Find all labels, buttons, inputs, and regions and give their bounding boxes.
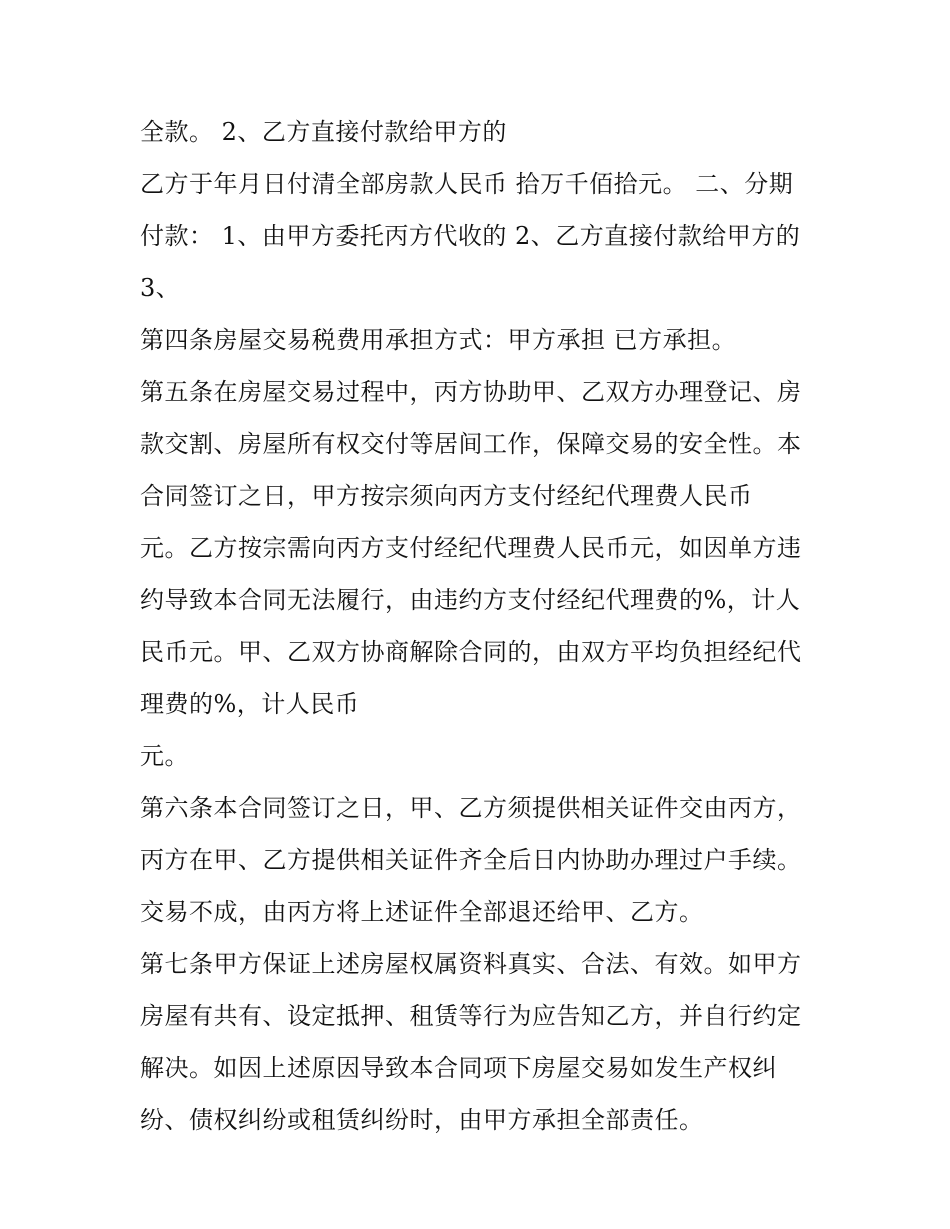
text-line: 理费的%，计人民币: [140, 690, 360, 718]
text-line: 乙方于年月日付清全部房款人民币 拾万千佰拾元。 二、分期: [140, 170, 794, 198]
text-line: 款交割、房屋所有权交付等居间工作，保障交易的安全性。本: [140, 430, 802, 458]
text-line: 丙方在甲、乙方提供相关证件齐全后日内协助办理过户手续。: [140, 846, 802, 874]
text-line: 房屋有共有、设定抵押、租赁等行为应告知乙方，并自行约定: [140, 1002, 802, 1030]
text-line: 3、: [140, 274, 181, 302]
text-line: 约导致本合同无法履行，由违约方支付经纪代理费的%，计人: [140, 586, 801, 614]
text-line: 第四条房屋交易税费用承担方式：甲方承担 已方承担。: [140, 326, 737, 354]
text-line: 元。乙方按宗需向丙方支付经纪代理费人民币元，如因单方违: [140, 534, 802, 562]
text-line: 全款。 2、乙方直接付款给甲方的: [140, 118, 507, 146]
text-line: 第七条甲方保证上述房屋权属资料真实、合法、有效。如甲方: [140, 950, 802, 978]
text-line: 纷、债权纠纷或租赁纠纷时，由甲方承担全部责任。: [140, 1106, 704, 1134]
text-line: 第五条在房屋交易过程中，丙方协助甲、乙双方办理登记、房: [140, 378, 802, 406]
document-body: [140, 106, 820, 1146]
text-line: 交易不成，由丙方将上述证件全部退还给甲、乙方。: [140, 898, 704, 926]
text-line: 解决。如因上述原因导致本合同项下房屋交易如发生产权纠: [140, 1054, 777, 1082]
text-line: 付款： 1、由甲方委托丙方代收的 2、乙方直接付款给甲方的: [140, 222, 801, 250]
text-line: 民币元。甲、乙双方协商解除合同的，由双方平均负担经纪代: [140, 638, 802, 666]
text-line: 元。: [140, 742, 189, 770]
text-line: 合同签订之日，甲方按宗须向丙方支付经纪代理费人民币: [140, 482, 753, 510]
text-line: 第六条本合同签订之日，甲、乙方须提供相关证件交由丙方，: [140, 794, 802, 822]
